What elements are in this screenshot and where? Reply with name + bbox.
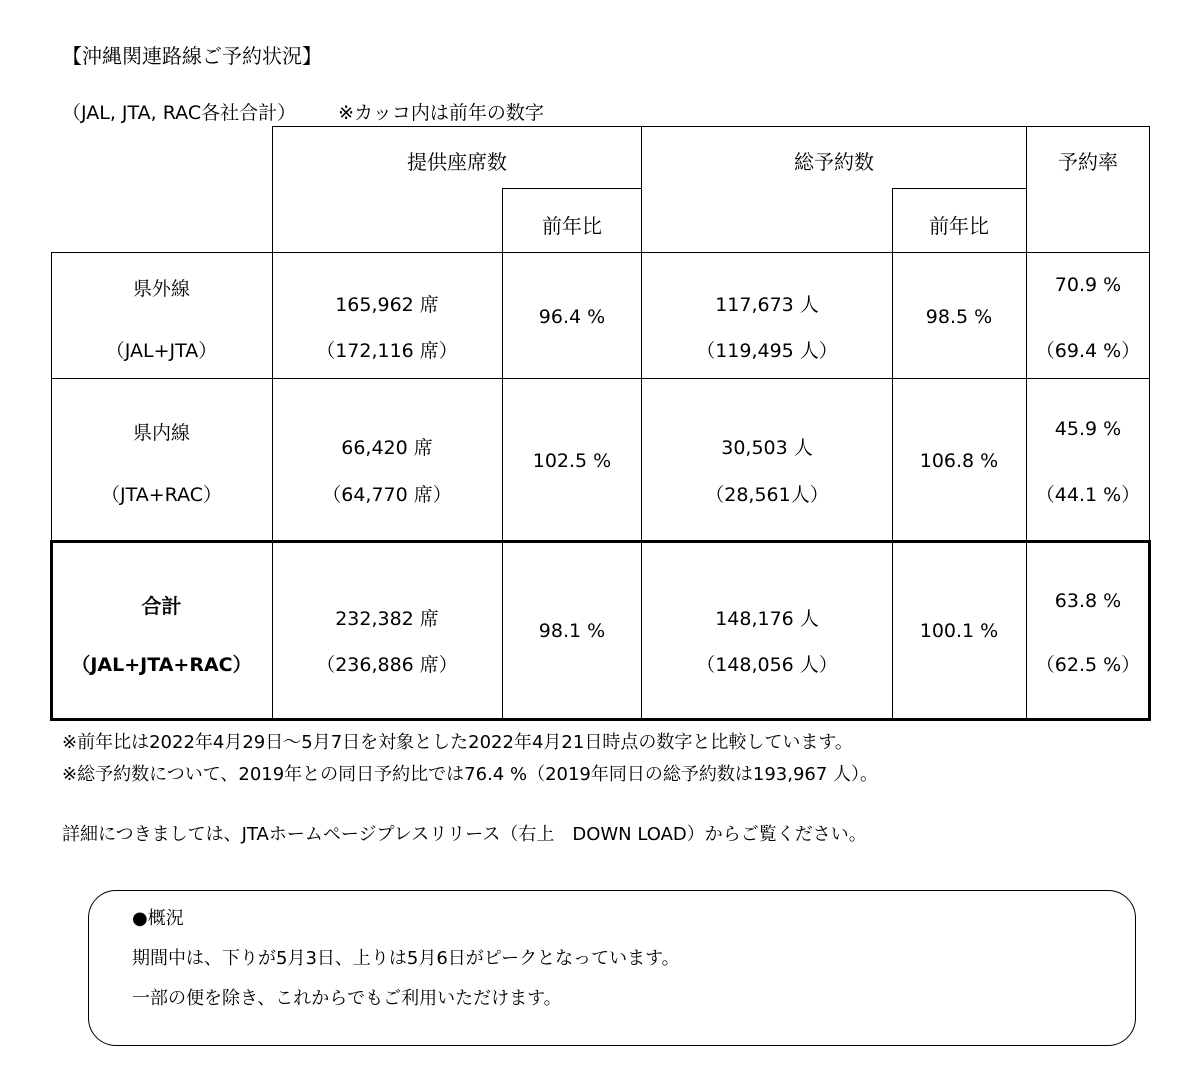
row-name-total: 合計: [141, 594, 182, 618]
row-carriers: （JAL+JTA）: [105, 340, 218, 362]
document-subtitle: [62, 98, 544, 125]
footnote-2019: ※総予約数について、2019年との同日予約比では76.4 %（2019年同日の総予約数は193,967 人）。: [62, 764, 879, 785]
row-name: 県内線: [132, 422, 190, 444]
header-seats: 提供座席数: [407, 150, 507, 174]
header-bookings: 総予約数: [794, 150, 874, 174]
bookings-yoy-value: 100.1 %: [919, 620, 999, 642]
bookings-prev-value: （119,495 人）: [696, 340, 838, 362]
bookings-yoy-value: 106.8 %: [919, 450, 999, 472]
summary-line: 一部の便を除き、これからでもご利用いただけます。: [132, 988, 562, 1009]
subtitle-airlines: （JAL, JTA, RAC各社合計）: [62, 102, 297, 124]
seats-prev-value: （172,116 席）: [316, 340, 458, 362]
bookings-value: 148,176 人: [715, 608, 819, 630]
bookings-prev-value: （148,056 人）: [696, 654, 838, 676]
rate-value: 63.8 %: [1054, 590, 1122, 612]
row-name: 県外線: [132, 278, 190, 300]
summary-line: 期間中は、下りが5月3日、上りは5月6日がピークとなっています。: [132, 948, 680, 969]
bookings-value: 117,673 人: [715, 294, 819, 316]
rate-prev-value: （62.5 %）: [1035, 654, 1141, 676]
seats-prev-value: （236,886 席）: [316, 654, 458, 676]
seats-yoy-value: 102.5 %: [532, 450, 612, 472]
seats-value: 66,420 席: [341, 437, 433, 459]
bookings-yoy-value: 98.5 %: [925, 306, 993, 328]
seats-prev-value: （64,770 席）: [322, 484, 452, 506]
rate-value: 70.9 %: [1054, 274, 1122, 296]
bookings-prev-value: （28,561人）: [705, 484, 829, 506]
seats-value: 165,962 席: [335, 294, 439, 316]
rate-value: 45.9 %: [1054, 418, 1122, 440]
header-seats-yoy: 前年比: [542, 214, 602, 238]
subtitle-note: ※カッコ内は前年の数字: [338, 102, 544, 124]
detail-text: 詳細につきましては、JTAホームページプレスリリース（右上 DOWN LOAD）からご覧ください。: [62, 824, 867, 845]
seats-yoy-value: 98.1 %: [538, 620, 606, 642]
row-carriers-total: （JAL+JTA+RAC）: [71, 654, 252, 676]
document-title: 【沖縄関連路線ご予約状況】: [62, 44, 322, 68]
summary-heading: ●概況: [132, 908, 184, 929]
seats-value: 232,382 席: [335, 608, 439, 630]
bookings-value: 30,503 人: [721, 437, 813, 459]
row-carriers: （JTA+RAC）: [100, 484, 222, 506]
header-rate: 予約率: [1058, 150, 1118, 174]
rate-prev-value: （44.1 %）: [1035, 484, 1141, 506]
rate-prev-value: （69.4 %）: [1035, 340, 1141, 362]
seats-yoy-value: 96.4 %: [538, 306, 606, 328]
footnote-yoy: ※前年比は2022年4月29日～5月7日を対象とした2022年4月21日時点の数字と比較しています。: [62, 732, 853, 753]
header-bookings-yoy: 前年比: [929, 214, 989, 238]
